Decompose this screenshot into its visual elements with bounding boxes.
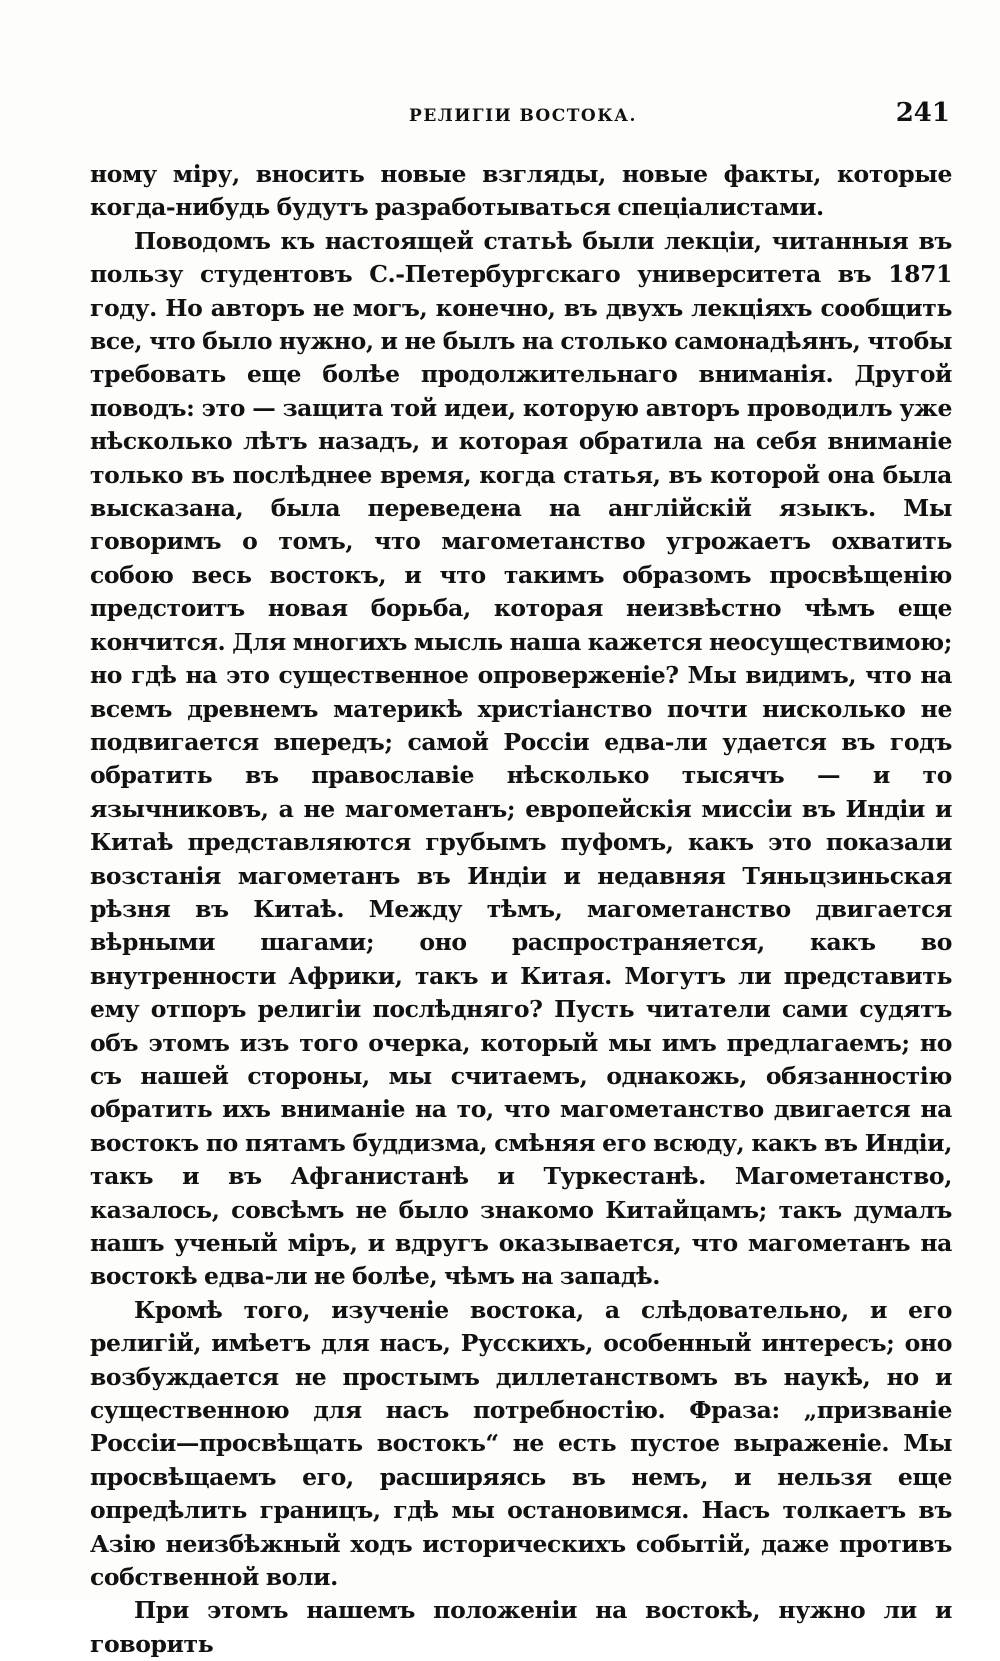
- paragraph: Поводомъ къ настоящей статьѣ были лекціи, читанныя въ пользу студентовъ С.-Петербургскаго университета въ 1871 году. Но авторъ не могъ, конечно, въ двухъ лекціяхъ сообщить все, что было нужно, и не былъ на столько самонадѣянъ, чтобы требовать еще болѣе продолжительнаго вниманія. Другой поводъ: это — защита той идеи, которую авторъ проводилъ уже нѣсколько лѣтъ назадъ, и которая обратила на себя вниманіе только въ послѣднее время, когда статья, въ которой она была высказана, была переведена на англійскій языкъ. Мы говоримъ о томъ, что магометанство угрожаетъ охватить собою весь востокъ, и что такимъ образомъ просвѣщенію предстоитъ новая борьба, которая неизвѣстно чѣмъ еще кончится. Для многихъ мысль наша кажется неосуществимою; но гдѣ на это существенное опроверженіе? Мы видимъ, что на всемъ древнемъ материкѣ христіанство почти нисколько не подвигается впередъ; самой Россіи едва-ли удается въ годъ обратить въ православіе нѣсколько тысячъ — и то язычниковъ, а не магометанъ; европейскія миссіи въ Индіи и Китаѣ представляются грубымъ пуфомъ, какъ это показали возстанія магометанъ въ Индіи и недавняя Тяньцзиньская рѣзня въ Китаѣ. Между тѣмъ, магометанство двигается вѣрными шагами; оно распространяется, какъ во внутренности Африки, такъ и Китая. Могутъ ли представить ему отпоръ религіи послѣдняго? Пусть читатели сами судятъ объ этомъ изъ того очерка, который мы имъ предлагаемъ; но съ нашей стороны, мы считаемъ, однакожь, обязанностію обратить ихъ вниманіе на то, что магометанство двигается на востокъ по пятамъ буддизма, смѣняя его всюду, какъ въ Индіи, такъ и въ Афганистанѣ и Туркестанѣ. Магометанство, казалось, совсѣмъ не было знакомо Китайцамъ; такъ думалъ нашъ ученый міръ, и вдругъ оказывается, что магометанъ на востокѣ едва-ли не болѣе, чѣмъ на западѣ.: [90, 226, 952, 1291]
- page-number: 241: [895, 98, 950, 128]
- page-header: [88, 98, 958, 132]
- paragraph: Кромѣ того, изученіе востока, а слѣдовательно, и его религій, имѣетъ для насъ, Русскихъ, особенный интересъ; оно возбуждается не простымъ диллетанствомъ въ наукѣ, но и существенною для насъ потребностію. Фраза: „призваніе Россіи—просвѣщать востокъ“ не есть пустое выраженіе. Мы просвѣщаемъ его, расширяясь въ немъ, и нельзя еще опредѣлить границъ, гдѣ мы остановимся. Насъ толкаетъ въ Азію неизбѣжный ходъ историческихъ событій, даже противъ собственной воли.: [90, 1295, 952, 1592]
- paragraph: При этомъ нашемъ положеніи на востокѣ, нужно ли и говорить: [90, 1596, 952, 1658]
- paragraph-continuation: ному міру, вносить новые взгляды, новые факты, которые когда-нибудь будутъ разработываться спеціалистами.: [90, 160, 952, 222]
- running-head: РЕЛИГІИ ВОСТОКА.: [409, 106, 637, 126]
- body-text: [90, 158, 952, 1661]
